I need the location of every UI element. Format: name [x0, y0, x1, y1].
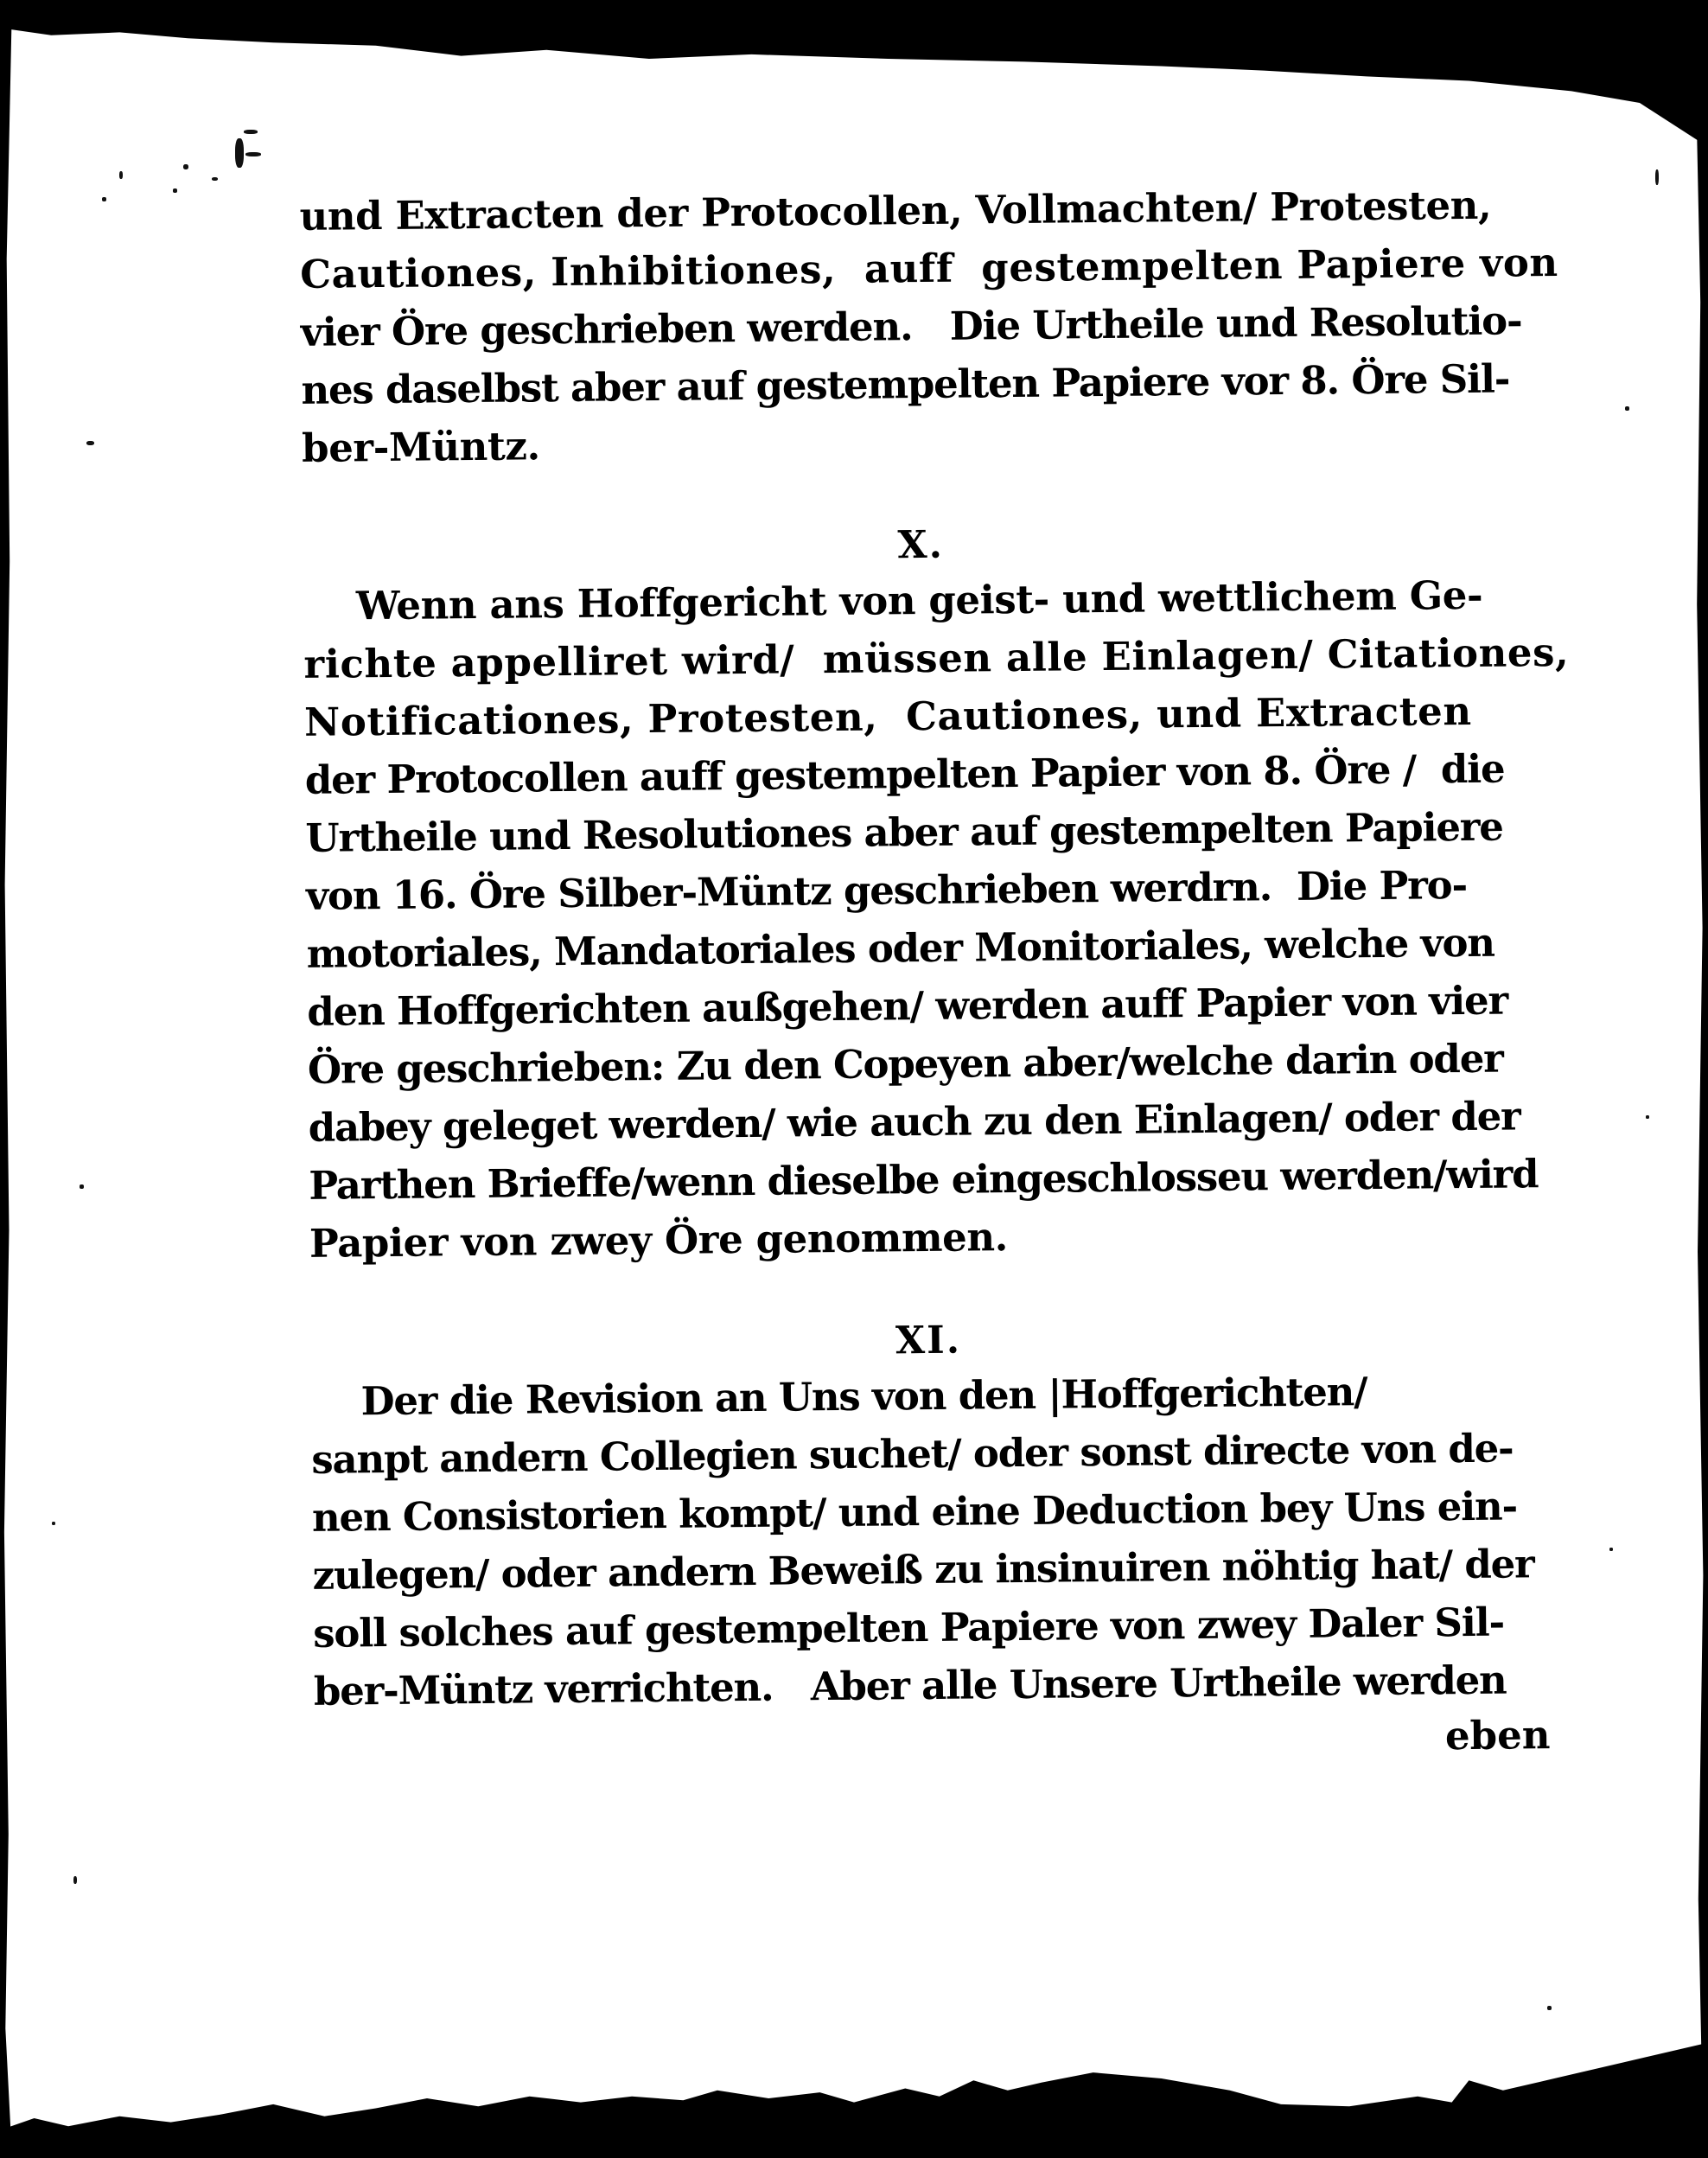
text-line: ber-Müntz verrichten. Aber alle Unsere Urtheile werden — [313, 1657, 1507, 1714]
text-line: soll solches auf gestempelten Papiere von zwey Daler Sil- — [313, 1599, 1505, 1657]
paper-speck — [119, 171, 123, 179]
text-line: zulegen/ oder andern Beweiß zu insinuiren nöhtig hat/ der — [312, 1541, 1534, 1599]
paper-speck — [86, 441, 94, 445]
paper-speck — [183, 164, 188, 169]
text-line: nen Consistorien kompt/ und eine Deduction bey Uns ein- — [311, 1483, 1518, 1541]
text-line: vier Öre geschrieben werden. Die Urtheile und Resolutio- — [300, 297, 1522, 355]
text-line: motoriales, Mandatoriales oder Monitoriales, welche von — [306, 919, 1495, 977]
paper-speck — [52, 1522, 55, 1525]
section-number-x: X. — [897, 522, 945, 568]
text-line: richte appelliret wird/ müssen alle Einlagen/ Citationes, — [303, 629, 1570, 687]
text-line: Der die Revision an Uns von den |Hoffgerichten/ — [310, 1369, 1367, 1425]
paragraph-continued — [299, 176, 1558, 477]
paper-speck — [1609, 1548, 1613, 1551]
text-line: dabey geleget werden/ wie auch zu den Einlagen/ oder der — [308, 1093, 1520, 1151]
text-line: Urtheile und Resolutiones aber auf gestempelten Papiere — [305, 803, 1503, 861]
paper-speck — [1547, 2006, 1552, 2010]
text-line: Öre geschrieben: Zu den Copeyen aber/welche darin oder — [307, 1035, 1503, 1093]
scan-edge-bottom — [0, 1959, 1708, 2158]
text-line: sanpt andern Collegien suchet/ oder sonst directe von de- — [311, 1425, 1514, 1483]
paragraph-section-xi — [310, 1361, 1550, 1774]
paper-speck — [80, 1184, 84, 1189]
section-number-xi: XI. — [895, 1318, 962, 1363]
text-line: der Protocollen auff gestempelten Papier von 8. Öre / die — [304, 745, 1505, 803]
text-line: nes daselbst aber auf gestempelten Papiere vor 8. Öre Sil- — [301, 355, 1510, 413]
paper-speck — [1655, 169, 1659, 185]
paper-speck — [235, 138, 244, 168]
text-line: Notificationes, Protesten, Cautiones, und Extracten — [303, 687, 1472, 745]
text-line: den Hoffgerichten außgehen/ werden auff Papier von vier — [307, 977, 1508, 1035]
paper-speck — [1646, 1115, 1649, 1119]
paragraph-section-x — [303, 565, 1570, 1273]
paper-speck — [73, 1876, 77, 1884]
paper-speck — [244, 130, 258, 134]
paper-speck — [1625, 406, 1629, 411]
scan-edge-top — [0, 0, 1708, 147]
paper-speck — [102, 197, 106, 201]
scan-edge-left — [0, 0, 12, 2158]
text-block — [299, 176, 1570, 1774]
paper-speck — [173, 188, 177, 193]
text-line: Papier von zwey Öre genommen. — [309, 1214, 1009, 1267]
text-line: Parthen Brieffe/wenn dieselbe eingeschlosseu werden/wird — [309, 1151, 1539, 1209]
text-line: Wenn ans Hoffgericht von geist- und wettlichem Ge- — [303, 571, 1483, 629]
text-line: und Extracten der Protocollen, Vollmachten/ Protesten, — [299, 182, 1492, 239]
text-line: ber-Müntz. — [301, 423, 540, 471]
catchword: eben — [1444, 1712, 1551, 1759]
scan-edge-right — [1694, 0, 1708, 2158]
paper-speck — [212, 177, 218, 181]
paper-speck — [245, 152, 261, 156]
text-line: Cautiones, Inhibitiones, auff gestempelten Papiere von — [299, 239, 1558, 297]
text-line: von 16. Öre Silber-Müntz geschrieben werdrn. Die Pro- — [305, 861, 1468, 919]
